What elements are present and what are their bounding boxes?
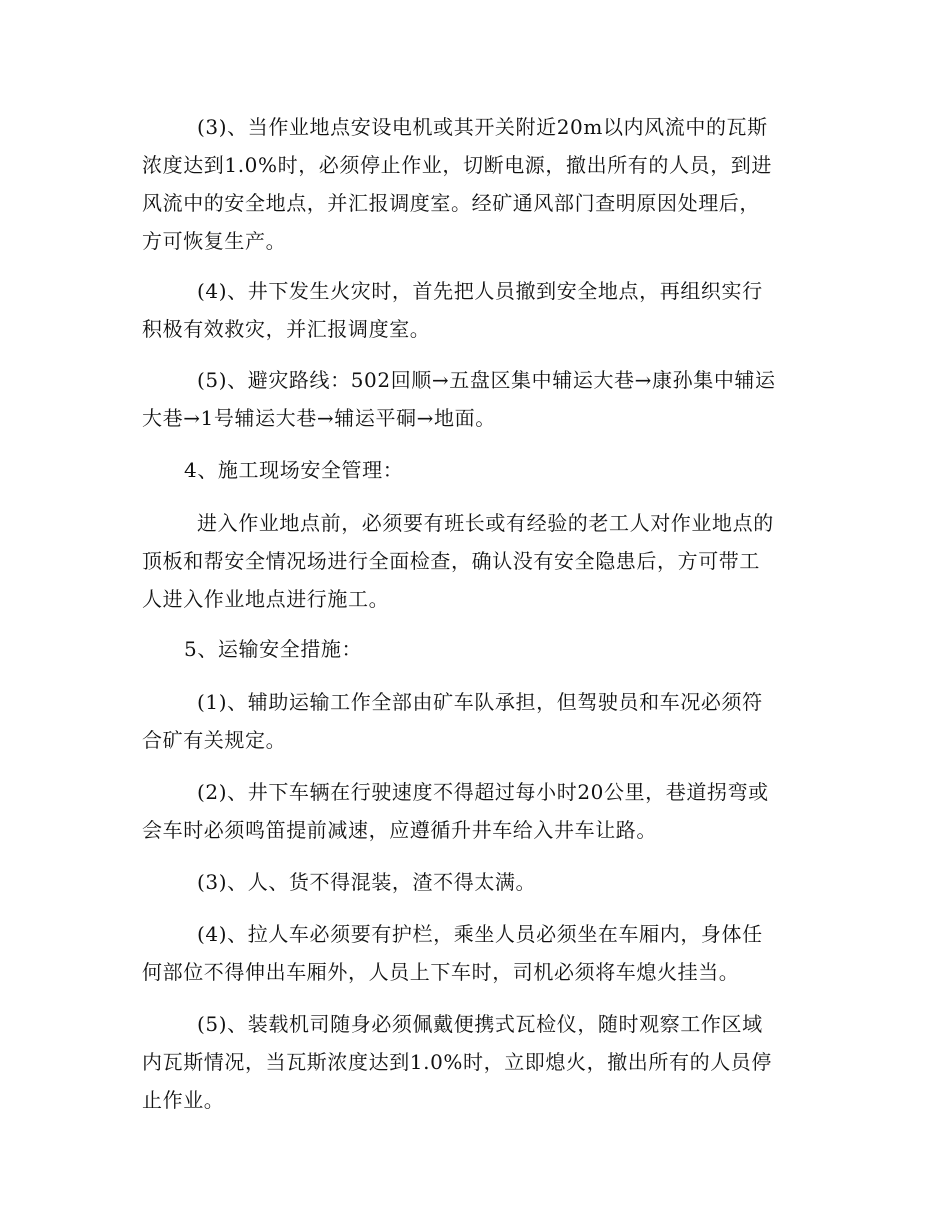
section-heading-transport-safety [142,630,810,668]
text-line: 合矿有关规定。 [142,728,287,752]
text-line: 积极有效救灾，并汇报调度室。 [142,317,431,341]
heading-text: 4、施工现场安全管理： [184,458,404,482]
text-line: 内瓦斯情况，当瓦斯浓度达到1.0%时，立即熄火，撤出所有的人员停 [142,1050,773,1074]
paragraph-fire-response [142,272,810,348]
text-line: 何部位不得伸出车厢外，人员上下车时，司机必须将车熄火挂当。 [142,960,740,984]
text-line: (1)、辅助运输工作全部由矿车队承担，但驾驶员和车况必须符 [197,690,763,714]
heading-text: 5、运输安全措施： [184,637,363,661]
paragraph-methane-power-cutoff [142,108,810,260]
paragraph-auxiliary-transport [142,683,810,759]
paragraph-escape-route [142,361,810,437]
text-line: 顶板和帮安全情况场进行全面检查，确认没有安全隐患后，方可带工 [142,549,760,573]
text-line: 人进入作业地点进行施工。 [142,587,390,611]
text-line: 浓度达到1.0%时，必须停止作业，切断电源，撤出所有的人员，到进 [142,153,773,177]
paragraph-mixed-loading [142,863,810,901]
paragraph-vehicle-speed [142,773,810,849]
text-line: (4)、拉人车必须要有护栏，乘坐人员必须坐在车厢内，身体任 [197,922,763,946]
paragraph-passenger-vehicle [142,915,810,991]
text-line: 大巷→1号辅运大巷→辅运平硐→地面。 [142,406,496,430]
text-line: (2)、井下车辆在行驶速度不得超过每小时20公里，巷道拐弯或 [197,780,769,804]
text-line: (3)、当作业地点安设电机或其开关附近20m以内风流中的瓦斯 [197,115,768,139]
text-line: 风流中的安全地点，并汇报调度室。经矿通风部门查明原因处理后， [142,191,760,215]
text-line: (3)、人、货不得混装，渣不得太满。 [197,870,537,894]
text-line: 止作业。 [142,1088,225,1112]
paragraph-site-inspection [142,504,810,618]
text-line: 进入作业地点前，必须要有班长或有经验的老工人对作业地点的 [197,511,774,535]
text-line: (5)、装载机司随身必须佩戴便携式瓦检仪，随时观察工作区域 [197,1012,763,1036]
text-line: 方可恢复生产。 [142,229,287,253]
text-line: 会车时必须鸣笛提前减速，应遵循升井车给入井车让路。 [142,818,657,842]
text-line: (4)、井下发生火灾时，首先把人员撤到安全地点，再组织实行 [197,279,763,303]
text-line: (5)、避灾路线：502回顺→五盘区集中辅运大巷→康孙集中辅运 [197,368,776,392]
paragraph-loader-gas-detector [142,1005,810,1119]
section-heading-site-safety [142,451,810,489]
